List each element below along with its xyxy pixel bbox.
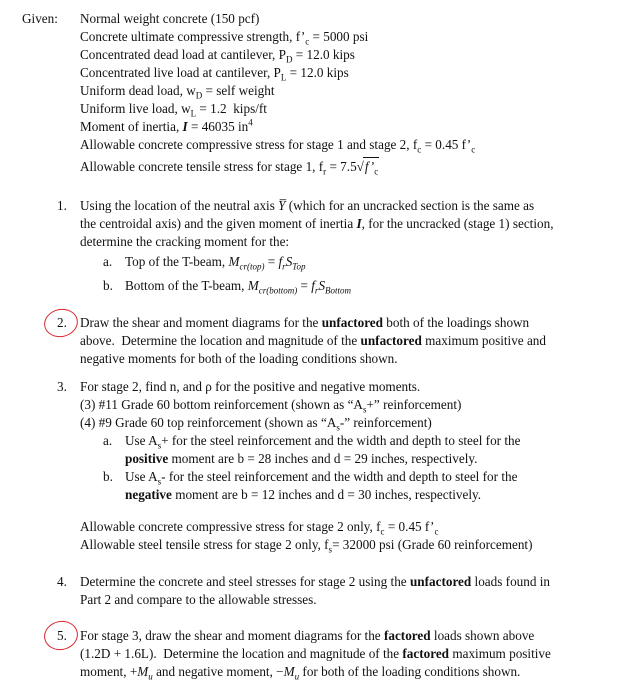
item-line: (3) #11 Grade 60 bottom reinforcement (shown as “$A_s+$” reinforcement) xyxy=(80,397,462,415)
sub-letter: a. xyxy=(103,254,113,269)
item-line: Draw the shear and moment diagrams for the unfactored both of the loadings shown xyxy=(80,315,530,330)
given-line: Moment of inertia, I = 46035 $in^4$ xyxy=(80,117,253,134)
item-line: moment, $+M_u$ and negative moment, $-M_u$ for both of the loading conditions shown. xyxy=(80,664,521,682)
item-line: negative moments for both of the loading conditions shown. xyxy=(80,351,398,366)
sub-line: Top of the T-beam, $M_{cr(top)} = f_rS_{Top}$ xyxy=(125,254,306,272)
item-number: 2. xyxy=(57,315,67,330)
item-number: 3. xyxy=(57,379,67,394)
sub-line: Use $A_s+$ for the steel reinforcement and the width and depth to steel for the xyxy=(125,433,521,451)
item-line: Using the location of the neutral axis Y̅ (which for an uncracked section is the same as xyxy=(80,198,535,213)
item-line: above. Determine the location and magnitude of the unfactored maximum positive and xyxy=(80,333,546,348)
item-line: determine the cracking moment for the: xyxy=(80,234,290,249)
sub-line: positive moment are b = 28 inches and d = 29 inches, respectively. xyxy=(125,451,478,466)
sub-letter: b. xyxy=(103,278,113,293)
sub-letter: b. xyxy=(103,469,113,484)
given-line: Uniform live load, $w_L = 1.2$ kips/ft xyxy=(80,101,267,119)
given-line: Concentrated dead load at cantilever, $P_D = 12.0$ kips xyxy=(80,47,355,65)
item-line: (1.2D + 1.6L). Determine the location and magnitude of the factored maximum positive xyxy=(80,646,551,661)
item-number: 5. xyxy=(57,628,67,643)
item-number: 4. xyxy=(57,574,67,589)
sub-line: negative moment are b = 12 inches and d = 30 inches, respectively. xyxy=(125,487,482,502)
item-number: 1. xyxy=(57,198,67,213)
sub-line: Bottom of the T-beam, $M_{cr(bottom)} = f_rS_{Bottom}$ xyxy=(125,278,352,296)
item-line: Part 2 and compare to the allowable stresses. xyxy=(80,592,317,607)
given-line: Concrete ultimate compressive strength, $f’_c = 5000$ psi xyxy=(80,29,369,47)
item-line: For stage 3, draw the shear and moment diagrams for the factored loads shown above xyxy=(80,628,535,643)
given-line: Allowable concrete tensile stress for stage 1, $f_r$ = $7.5√f’_c$ xyxy=(80,159,379,177)
sub-letter: a. xyxy=(103,433,113,448)
item-line: Allowable steel tensile stress for stage 2 only, $f_s= 32000$ psi (Grade 60 reinforcement) xyxy=(80,537,533,555)
item-line: Allowable concrete compressive stress for stage 2 only, $f_c = 0.45$ $f’_c$ xyxy=(80,519,439,537)
given-line: Concentrated live load at cantilever, $P_L = 12.0$ kips xyxy=(80,65,349,83)
sub-line: Use $A_s-$ for the steel reinforcement and the width and depth to steel for the xyxy=(125,469,518,487)
given-line: Allowable concrete compressive stress for stage 1 and stage 2, $f_c = 0.45$ $f’_c$ xyxy=(80,137,476,155)
given-label: Given: xyxy=(22,11,58,26)
item-line: Determine the concrete and steel stresses for stage 2 using the unfactored loads found in xyxy=(80,574,551,589)
given-line: Normal weight concrete (150 pcf) xyxy=(80,11,260,26)
item-line: the centroidal axis) and the given moment of inertia I, for the uncracked (stage 1) section, xyxy=(80,216,554,231)
given-line: Uniform dead load, $w_D$ = self weight xyxy=(80,83,275,101)
item-line: (4) #9 Grade 60 top reinforcement (shown as “$A_s-$” reinforcement) xyxy=(80,415,432,433)
item-line: For stage 2, find n, and ρ for the positive and negative moments. xyxy=(80,379,421,394)
